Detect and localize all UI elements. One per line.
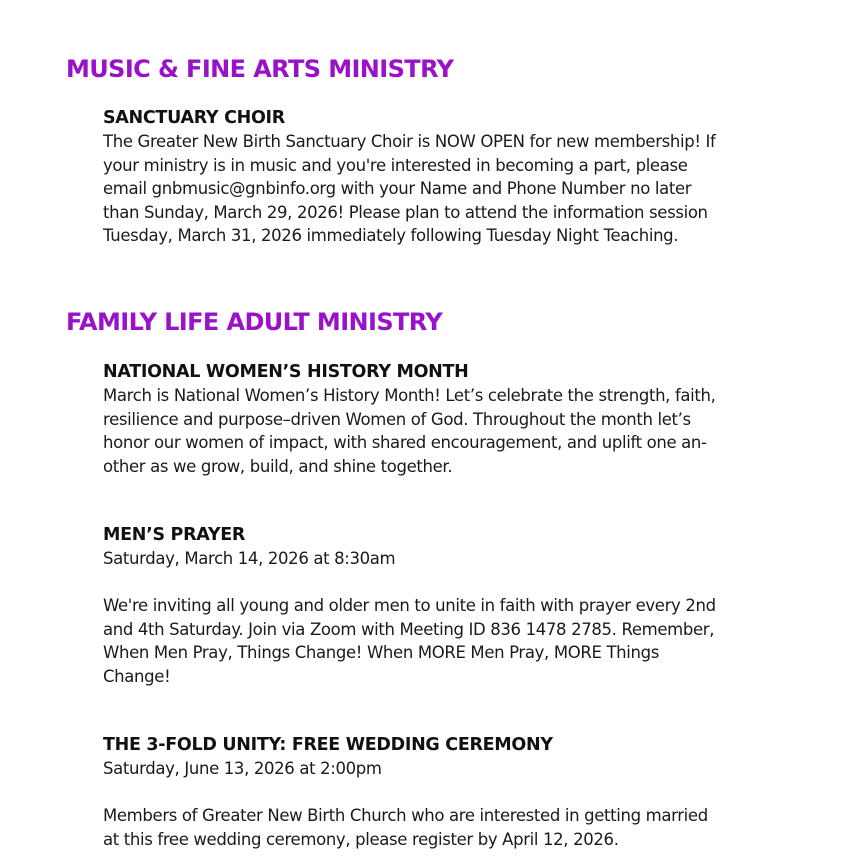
- item-title: THE 3-FOLD UNITY: FREE WEDDING CEREMONY: [103, 735, 553, 755]
- item-date: Saturday, June 13, 2026 at 2:00pm: [103, 759, 382, 778]
- item-text-line: other as we grow, build, and shine together.: [103, 456, 453, 476]
- item-text-line: When Men Pray, Things Change! When MORE Men Pray, MORE Things: [103, 643, 659, 662]
- item-text-line: your ministry is in music and you're interested in becoming a part, please: [103, 155, 688, 175]
- section-heading-family-life-adult: FAMILY LIFE ADULT MINISTRY: [66, 308, 443, 336]
- item-title: MEN’S PRAYER: [103, 525, 246, 545]
- item-text-line: than Sunday, March 29, 2026! Please plan to attend the information session: [103, 202, 708, 222]
- item-text-line: The Greater New Birth Sanctuary Choir is NOW OPEN for new membership! If: [103, 132, 716, 151]
- item-text-line: Change!: [103, 666, 171, 686]
- item-text-line: email gnbmusic@gnbinfo.org with your Name and Phone Number no later: [103, 179, 692, 198]
- item-text-line: honor our women of impact, with shared encouragement, and uplift one an-: [103, 433, 707, 452]
- item-text-line: March is National Women’s History Month! Let’s celebrate the strength, faith,: [103, 386, 716, 405]
- item-text-line: Tuesday, March 31, 2026 immediately following Tuesday Night Teaching.: [103, 226, 679, 245]
- item-text-line: resilience and purpose–driven Women of God. Throughout the month let’s: [103, 409, 691, 429]
- womens-history-month-item: [103, 361, 803, 478]
- mens-prayer-item: [103, 524, 803, 688]
- item-title: SANCTUARY CHOIR: [103, 108, 285, 128]
- sanctuary-choir-item: [103, 107, 803, 248]
- item-text-line: at this free wedding ceremony, please register by April 12, 2026.: [103, 829, 619, 849]
- wedding-ceremony-item: [103, 734, 803, 851]
- item-text-line: Members of Greater New Birth Church who are interested in getting married: [103, 806, 708, 825]
- item-date: Saturday, March 14, 2026 at 8:30am: [103, 549, 396, 568]
- section-heading-music-fine-arts: MUSIC & FINE ARTS MINISTRY: [66, 55, 454, 83]
- item-text-line: We're inviting all young and older men to unite in faith with prayer every 2nd: [103, 596, 716, 615]
- item-text-line: and 4th Saturday. Join via Zoom with Meeting ID 836 1478 2785. Remember,: [103, 619, 715, 639]
- item-title: NATIONAL WOMEN’S HISTORY MONTH: [103, 362, 469, 382]
